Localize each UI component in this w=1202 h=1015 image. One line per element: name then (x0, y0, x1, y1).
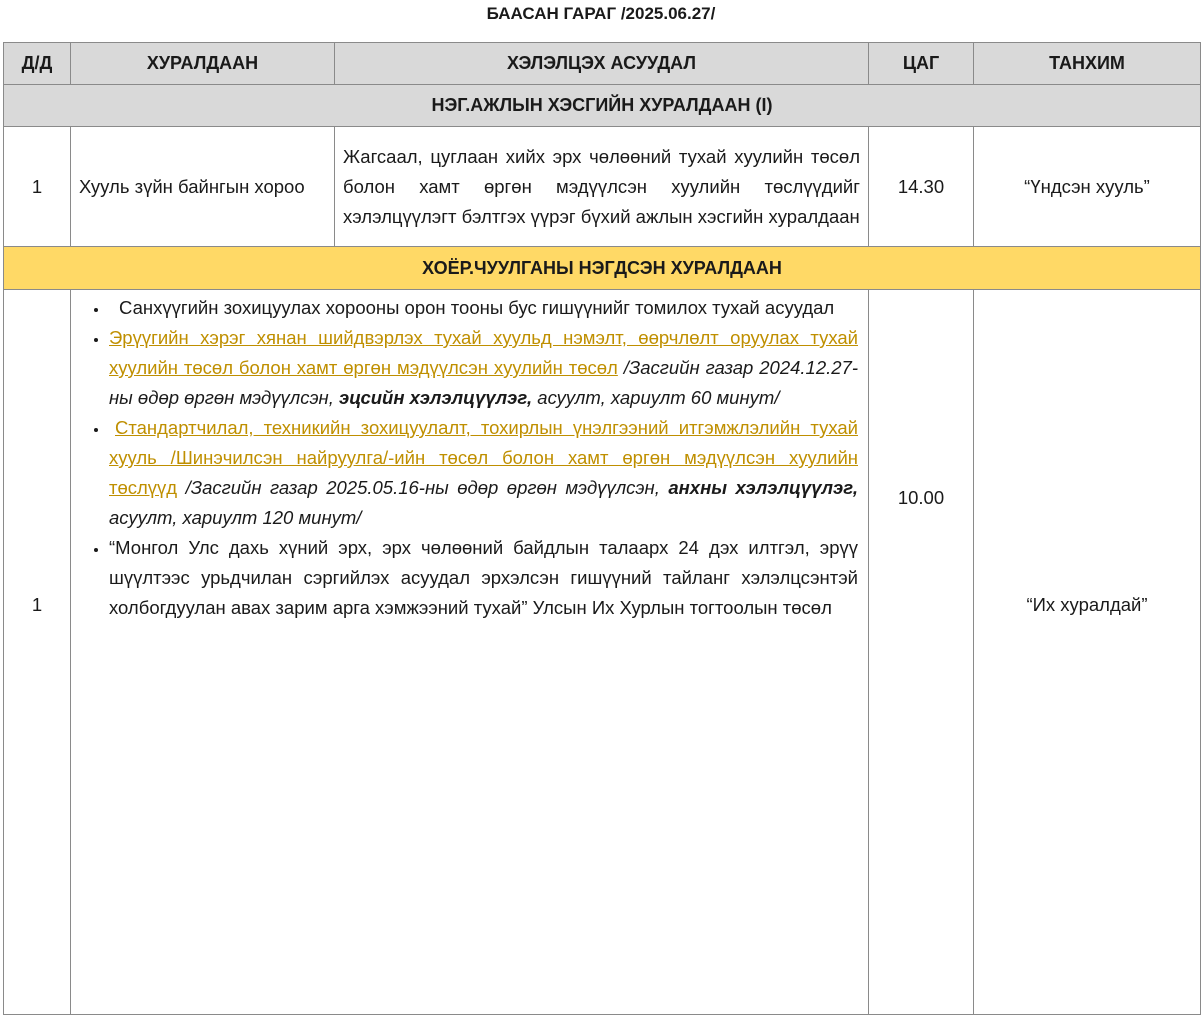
table-row (4, 127, 1201, 247)
agenda-item-text: Санхүүгийн зохицуулах хорооны орон тооны бус гишүүнийг томилох тухай асуудал (119, 297, 835, 318)
reading-stage: эцсийн хэлэлцүүлэг, (339, 387, 533, 408)
agenda-list (71, 290, 868, 623)
agenda-item-text: “Монгол Улс дахь хүний эрх, эрх чөлөөний байдлын талаарх 24 дэх илтгэл, эрүү шүүлтээс урьдчилан сэргийлэх асуудал эрхэлсэн гишүүний тайланг хэлэлцсэнтэй холбогдуулан авах зарим арга хэмжээний тухай” Улсын Их Хурлын тогтоолын төсөл (109, 537, 858, 618)
meeting-hall: “Их хуралдай” (974, 290, 1201, 1015)
col-header-time: ЦАГ (869, 43, 974, 85)
schedule-table (3, 42, 1201, 1015)
meeting-hall: “Үндсэн хууль” (974, 127, 1201, 247)
col-header-hall: ТАНХИМ (974, 43, 1201, 85)
qa-duration: асуулт, хариулт 60 минут/ (532, 387, 780, 408)
agenda-text: Жагсаал, цуглаан хийх эрх чөлөөний тухай хуулийн төсөл болон хамт өргөн мэдүүлсэн хуулийн төслүүдийг хэлэлцүүлэгт бэлтгэх үүрэг бүхий ажлын хэсгийн хуралдаан (335, 127, 869, 247)
bill-link[interactable]: Эрүүгийн хэрэг хянан шийдвэрлэх тухай хуульд нэмэлт, өөрчлөлт оруулах тухай хуулийн төсөл болон хамт өргөн мэдүүлсэн хуулийн төсөл (109, 327, 858, 378)
page-title: БААСАН ГАРАГ /2025.06.27/ (486, 4, 716, 23)
list-item (109, 413, 858, 533)
col-header-meeting: ХУРАЛДААН (71, 43, 335, 85)
list-item (109, 533, 858, 623)
row-number: 1 (4, 127, 71, 247)
table-row (4, 290, 1201, 1015)
meeting-time: 10.00 (869, 290, 974, 1015)
header-row (4, 43, 1201, 85)
section-header-working-group (4, 85, 1201, 127)
section-header-plenary (4, 247, 1201, 290)
agenda-list-cell (71, 290, 869, 1015)
meeting-name: Хууль зүйн байнгын хороо (71, 127, 335, 247)
row-number: 1 (4, 290, 71, 1015)
col-header-issue: ХЭЛЭЛЦЭХ АСУУДАЛ (335, 43, 869, 85)
bill-link[interactable]: Стандартчилал, техникийн зохицуулалт, тохирлын үнэлгээний итгэмжлэлийн тухай хууль /Шинэчилсэн найруулга/-ийн төсөл болон хамт өргөн мэдүүлсэн хуулийн төслүүд (109, 417, 858, 498)
bill-note: /Засгийн газар 2024.12.27-ны өдөр өргөн мэдүүлсэн, (109, 357, 859, 408)
section1-title: НЭГ.АЖЛЫН ХЭСГИЙН ХУРАЛДААН (I) (4, 85, 1201, 127)
meeting-time: 14.30 (869, 127, 974, 247)
reading-stage: анхны хэлэлцүүлэг, (668, 477, 858, 498)
bill-note: /Засгийн газар 2025.05.16-ны өдөр өргөн мэдүүлсэн, (177, 477, 669, 498)
list-item (109, 323, 858, 413)
section2-title: ХОЁР.ЧУУЛГАНЫ НЭГДСЭН ХУРАЛДААН (4, 247, 1201, 290)
list-item (109, 293, 858, 323)
qa-duration: асуулт, хариулт 120 минут/ (109, 507, 362, 528)
col-header-num: Д/Д (4, 43, 71, 85)
